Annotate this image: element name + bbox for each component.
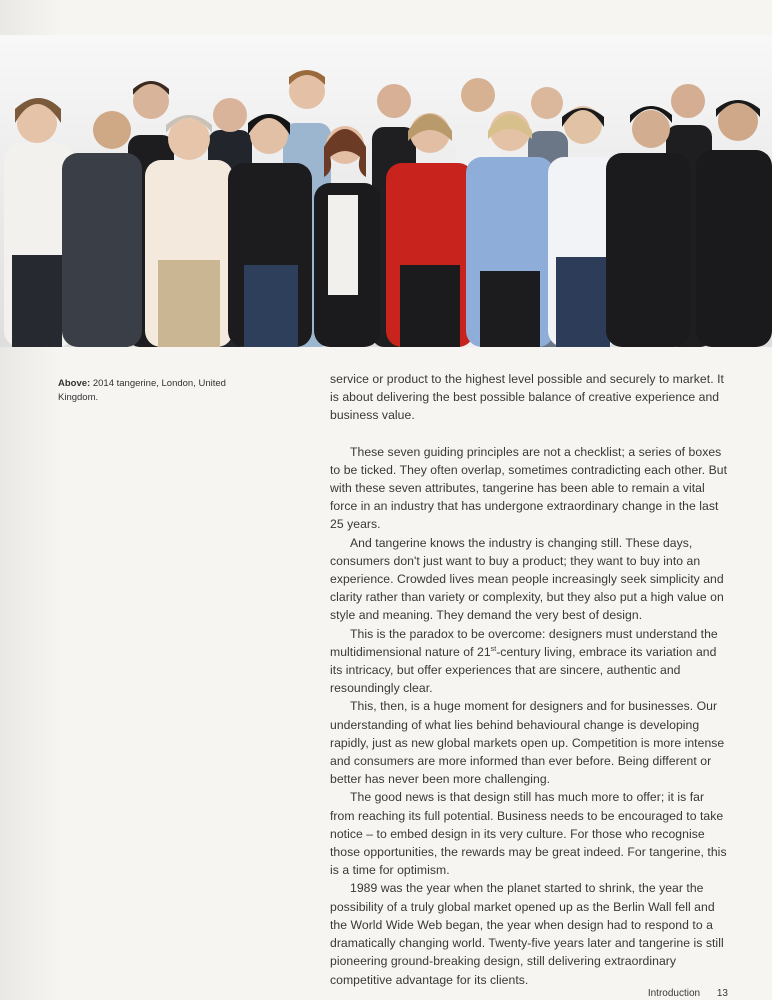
section-name: Introduction — [647, 988, 701, 999]
team-photo — [0, 35, 772, 347]
photo-caption — [58, 377, 258, 405]
article-body — [330, 370, 728, 989]
paragraph-2: These seven guiding principles are not a checklist; a series of boxes to be ticked. They often overlap, sometimes contradicting each other. But with these seven attributes, tangerine has been able to remain a vital force in an industry that has undergone extraordinary change in the last 25 years. — [330, 444, 728, 532]
caption-text: 2014 tangerine, London, United Kingdom. — [58, 378, 226, 403]
paragraph-4-end: -century living, embrace its variation and its intricacy, but offer experiences that are sincere, authentic and resoundingly clear. — [330, 644, 717, 696]
paragraph-7: 1989 was the year when the planet started to shrink, the year the possibility of a truly global market opened up as the Berlin Wall fell and the World Wide Web began, the year when design had to respond to a dramatically changing world. Twenty-five years later and tangerine is still pioneering ground-breaking design, still delivering extraordinary competitive advantage for its clients. — [330, 881, 724, 987]
ordinal-suffix: st — [490, 645, 497, 653]
caption-label: Above: — [58, 378, 91, 389]
paragraph-4 — [330, 625, 728, 698]
paragraph-1: service or product to the highest level possible and securely to market. It is about delivering the best possible balance of creative experience and business value. — [330, 372, 724, 423]
paragraph-4-start: This is the paradox to be overcome: designers must understand the multidimensional nature of 21 — [330, 626, 718, 659]
page-footer — [648, 988, 728, 999]
paragraph-5: This, then, is a huge moment for designers and for businesses. Our understanding of what lies behind behavioural change is developing rapidly, just as new global markets open up. Competition is more intense and consumers are more informed than ever before. Being different or better has never been more challenging. — [330, 699, 725, 787]
page-number: 13 — [716, 988, 728, 999]
paragraph-3: And tangerine knows the industry is changing still. These days, consumers don't just want to buy a product; they want to buy into an experience. Crowded lives mean people increasingly seek simplicity and clarity rather than variety or complexity, but they also put a high value on style and meaning. They demand the very best of design. — [330, 535, 724, 623]
paragraph-6: The good news is that design still has much more to offer; it is far from reaching its full potential. Business needs to be encouraged to take notice – to embed design in its very culture. For those who recognise those opportunities, the rewards may be great indeed. For tangerine, this is a time for optimism. — [330, 790, 727, 878]
